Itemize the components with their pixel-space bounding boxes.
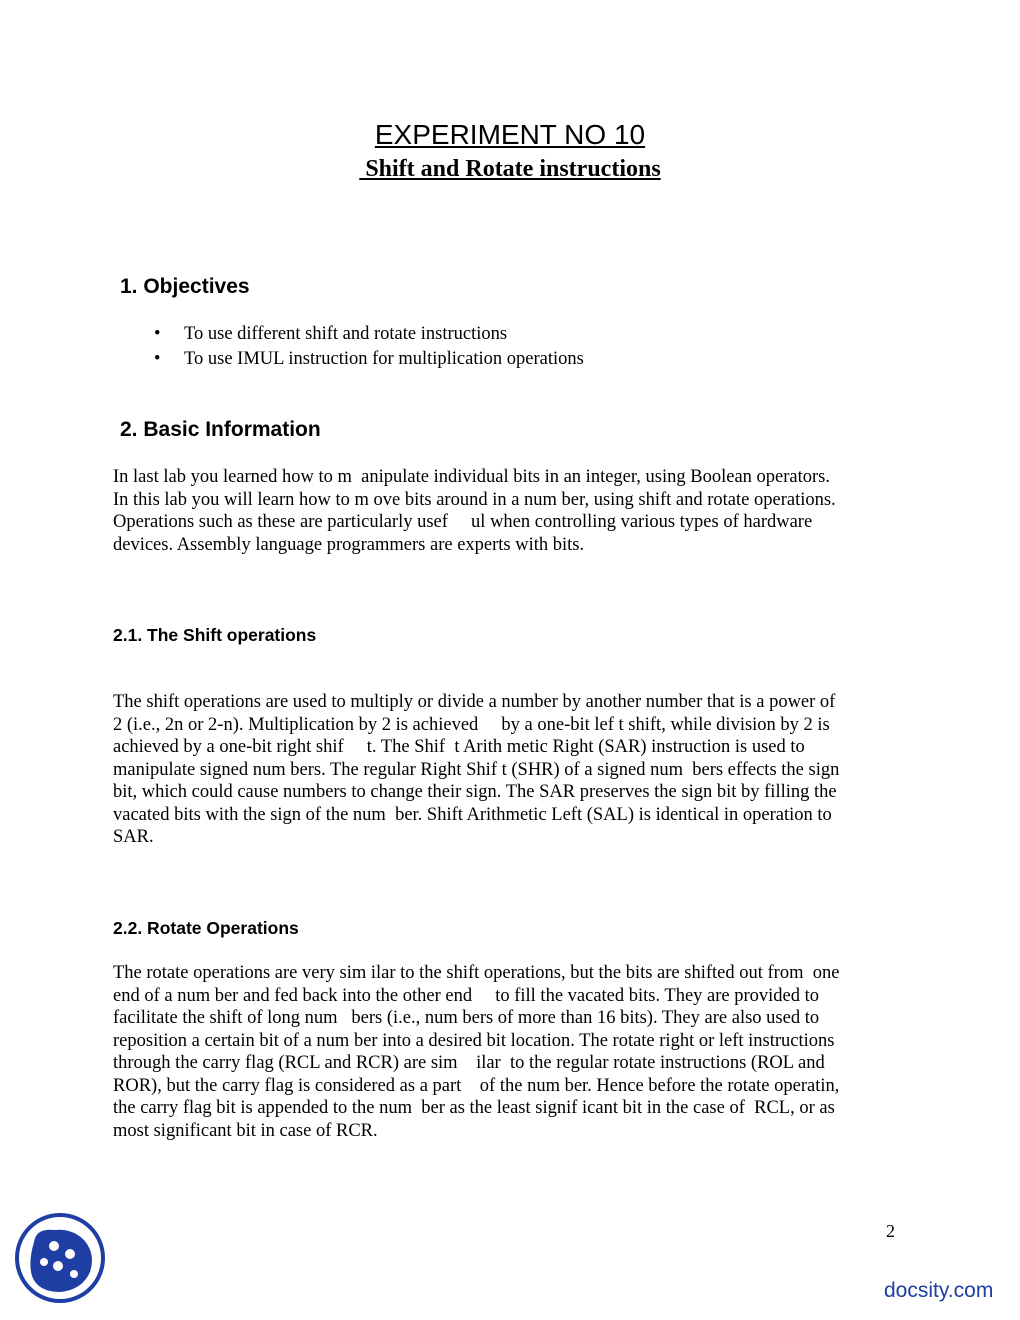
list-item: • To use IMUL instruction for multiplication operations — [150, 347, 584, 372]
shift-heading: 2.1. The Shift operations — [113, 625, 317, 645]
text-line: through the carry flag (RCL and RCR) are sim ilar to the regular rotate instructions (ROL and — [113, 1053, 825, 1073]
page-title: EXPERIMENT NO 10 — [374, 119, 646, 150]
text-line: end of a num ber and fed back into the other end to fill the vacated bits. They are provided to — [113, 985, 820, 1006]
text-line: bit, which could cause numbers to change their sign. The SAR preserves the sign bit by filling the — [113, 782, 837, 802]
text-line: 2 (i.e., 2n or 2-n). Multiplication by 2 is achieved by a one-bit lef t shift, while division by 2 is — [113, 714, 830, 735]
list-item: • To use different shift and rotate instructions — [150, 322, 584, 347]
text-line: devices. Assembly language programmers are experts with bits. — [113, 534, 585, 555]
text-line: achieved by a one-bit right shif t. The Shif t Arith metic Right (SAR) instruction is used to — [113, 737, 805, 757]
rotate-heading: 2.2. Rotate Operations — [113, 918, 299, 938]
text-line: In this lab you will learn how to m ove bits around in a num ber, using shift and rotate operations. — [113, 489, 836, 510]
text-line: SAR. — [113, 827, 154, 847]
docsity-brand-link[interactable]: docsity.com — [884, 1279, 994, 1302]
text-line: manipulate signed num bers. The regular Right Shif t (SHR) of a signed num bers effects the sign — [113, 759, 840, 780]
text-line: the carry flag bit is appended to the num ber as the least signif icant bit in the case of RCL, or as — [113, 1098, 835, 1118]
text-line: most significant bit in case of RCR. — [113, 1120, 378, 1141]
rotate-paragraph — [113, 962, 913, 1142]
text-line: The shift operations are used to multiply or divide a number by another number that is a power of — [113, 692, 836, 712]
text-line: vacated bits with the sign of the num ber. Shift Arithmetic Left (SAL) is identical in operation to — [113, 804, 832, 825]
basic-info-heading: 2. Basic Information — [120, 418, 321, 441]
text-line: In last lab you learned how to m anipulate individual bits in an integer, using Boolean operators. — [113, 467, 831, 487]
text-line: ROR), but the carry flag is considered as a part of the num ber. Hence before the rotate operatin, — [113, 1075, 840, 1096]
text-line: The rotate operations are very sim ilar to the shift operations, but the bits are shifted out from one — [113, 963, 840, 983]
text-line: facilitate the shift of long num bers (i.e., num bers of more than 16 bits). They are also used to — [113, 1008, 820, 1028]
page-number: 2 — [886, 1221, 895, 1241]
objectives-heading: 1. Objectives — [120, 275, 250, 298]
objectives-list — [150, 322, 584, 372]
page-subtitle: Shift and Rotate instructions — [359, 156, 661, 182]
docsity-logo-icon[interactable] — [14, 1212, 106, 1304]
text-line: reposition a certain bit of a num ber into a desired bit location. The rotate right or left instructions — [113, 1030, 835, 1051]
basic-info-paragraph — [113, 466, 913, 556]
shift-paragraph — [113, 691, 913, 849]
text-line: Operations such as these are particularly usef ul when controlling various types of hardware — [113, 512, 813, 532]
